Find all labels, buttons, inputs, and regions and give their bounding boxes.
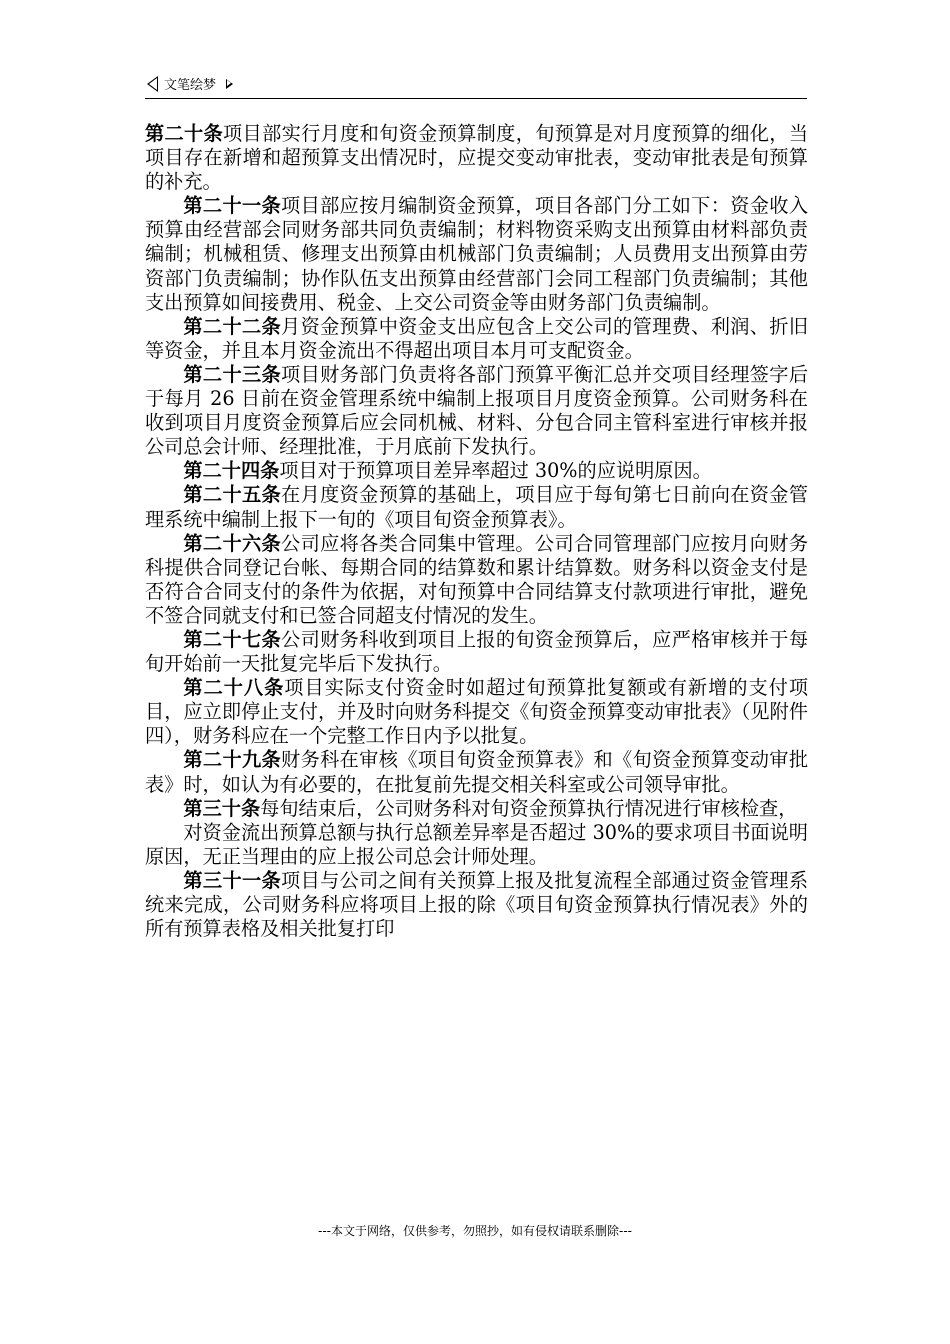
header-title: 文笔绘梦	[164, 78, 217, 93]
article-number: 第二十六条	[183, 531, 282, 555]
article-number: 第二十四条	[183, 459, 280, 483]
article-number: 第二十一条	[183, 194, 282, 218]
article-text: 月资金预算中资金支出应包含上交公司的管理费、利润、折旧等资金，并且本月资金流出不得超出项目本月可支配资金。	[145, 314, 809, 362]
footer-notice: ---本文于网络，仅供参考，勿照抄，如有侵权请联系删除---	[318, 1224, 632, 1238]
article-paragraph	[145, 532, 808, 628]
article-paragraph	[145, 628, 808, 676]
article-text: 项目对于预算项目差异率超过 30%的应说明原因。	[279, 459, 712, 483]
article-text: 项目与公司之间有关预算上报及批复流程全部通过资金管理系统来完成，公司财务科应将项目上报的除《项目旬资金预算执行情况表》外的所有预算表格及相关批复打印	[145, 868, 809, 941]
article-text: 项目财务部门负责将各部门预算平衡汇总并交项目经理签字后于每月 26 日前在资金管理系统中编制上报项目月度资金预算。公司财务科在收到项目月度资金预算后应会同机械、材料、分包合同主管科室进行审核并报公司总会计师、经理批准，于月底前下发执行。	[145, 362, 809, 459]
article-number: 第二十三条	[183, 362, 282, 386]
article-number: 第二十五条	[183, 483, 282, 507]
article-paragraph	[145, 676, 808, 748]
article-text: 项目实际支付资金时如超过旬预算批复额或有新增的支付项目，应立即停止支付，并及时向财务科提交《旬资金预算变动审批表》（见附件四），财务科应在一个完整工作日内予以批复。	[145, 676, 809, 748]
article-text: 公司财务科收到项目上报的旬资金预算后，应严格审核并于每旬开始前一天批复完毕后下发执行。	[145, 627, 809, 676]
article-text: 公司应将各类合同集中管理。公司合同管理部门应按月向财务科提供合同登记台帐、每期合同的结算数和累计结算数。财务科以资金支付是否符合合同支付的条件为依据，对旬预算中合同结算支付款项进行审批，避免不签合同就支付和已签合同超支付情况的发生。	[145, 531, 809, 627]
article-paragraph	[145, 797, 808, 821]
article-text: 项目部应按月编制资金预算，项目各部门分工如下：资金收入预算由经营部会同财务部共同负责编制；材料物资采购支出预算由材料部负责编制；机械租赁、修理支出预算由机械部门负责编制；人员费用支出预算由劳资部门负责编制；协作队伍支出预算由经营部门会同工程部门负责编制；其他支出预算如间接费用、税金、上交公司资金等由财务部门负责编制。	[145, 194, 809, 314]
article-paragraph	[145, 122, 808, 194]
article-number: 第三十一条	[183, 868, 282, 892]
article-text: 每旬结束后，公司财务科对旬资金预算执行情况进行审核检查，	[260, 796, 798, 820]
triangle-right-icon	[226, 79, 233, 89]
article-number: 第二十八条	[183, 676, 285, 700]
article-number: 第二十条	[145, 122, 224, 145]
article-paragraph	[145, 483, 808, 531]
triangle-left-icon	[147, 76, 158, 92]
article-text: 对资金流出预算总额与执行总额差异率是否超过 30%的要求项目书面说明原因，无正当理由的应上报公司总会计师处理。	[145, 820, 808, 868]
article-paragraph	[145, 748, 808, 796]
header-brand	[147, 74, 233, 93]
article-text: 财务科在审核《项目旬资金预算表》和《旬资金预算变动审批表》时，如认为有必要的，在批复前先提交相关科室或公司领导审批。	[145, 748, 809, 796]
continuation-paragraph	[145, 821, 808, 869]
article-paragraph	[145, 869, 808, 941]
article-paragraph	[145, 194, 808, 314]
page-header	[145, 70, 807, 99]
article-paragraph	[145, 363, 808, 459]
article-text: 项目部实行月度和旬资金预算制度，旬预算是对月度预算的细化，当项目存在新增和超预算支出情况时，应提交变动审批表，变动审批表是旬预算的补充。	[145, 122, 809, 194]
article-paragraph	[145, 315, 808, 363]
document-body	[145, 122, 808, 941]
article-number: 第二十七条	[183, 627, 282, 651]
article-text: 在月度资金预算的基础上，项目应于每旬第七日前向在资金管理系统中编制上报下一旬的《项目旬资金预算表》。	[145, 483, 809, 531]
article-paragraph	[145, 459, 808, 483]
article-number: 第三十条	[183, 796, 261, 820]
article-number: 第二十九条	[183, 748, 282, 772]
article-number: 第二十二条	[183, 314, 282, 338]
